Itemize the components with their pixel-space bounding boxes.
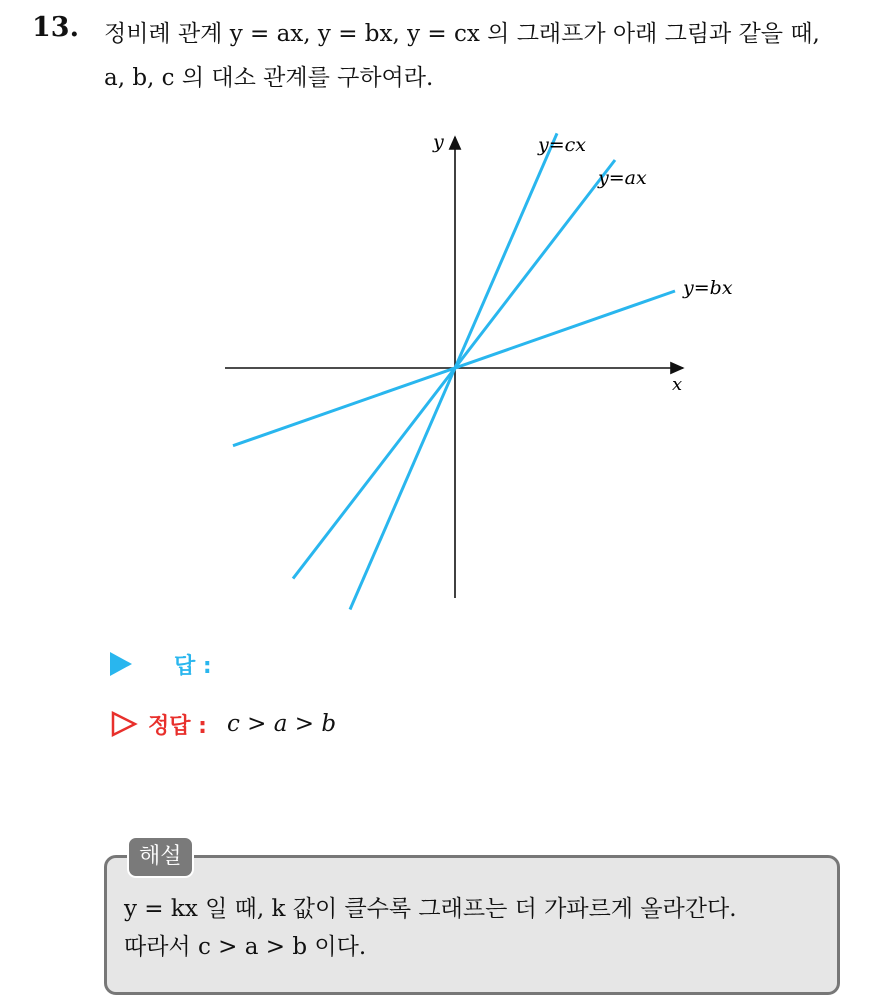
y-axis-label: y [433, 131, 444, 153]
label-y-bx: y=bx [683, 277, 733, 299]
solution-line-2: 따라서 c > a > b 이다. [124, 934, 367, 960]
solution-text [124, 890, 737, 966]
series-lines [233, 133, 675, 609]
solution-tag: 해설 [127, 836, 194, 878]
outline-play-icon [110, 710, 138, 738]
correct-answer-label: 정답 : [148, 713, 207, 739]
correct-answer-row [110, 706, 336, 742]
play-icon [110, 652, 132, 676]
x-axis-label: x [672, 374, 683, 395]
correct-answer-value: c > a > b [226, 711, 337, 737]
label-y-cx: y=cx [538, 134, 587, 156]
label-y-ax: y=ax [598, 167, 647, 189]
question-number: 13. [32, 12, 79, 43]
answer-label: 답 : [174, 653, 212, 679]
answer-row [110, 646, 212, 682]
question-line-1: 정비례 관계 y = ax, y = bx, y = cx 의 그래프가 아래 그림과 같을 때, [104, 21, 820, 47]
question-line-2: a, b, c 의 대소 관계를 구하여라. [104, 65, 434, 91]
solution-line-1: y = kx 일 때, k 값이 클수록 그래프는 더 가파르게 올라간다. [124, 896, 737, 922]
